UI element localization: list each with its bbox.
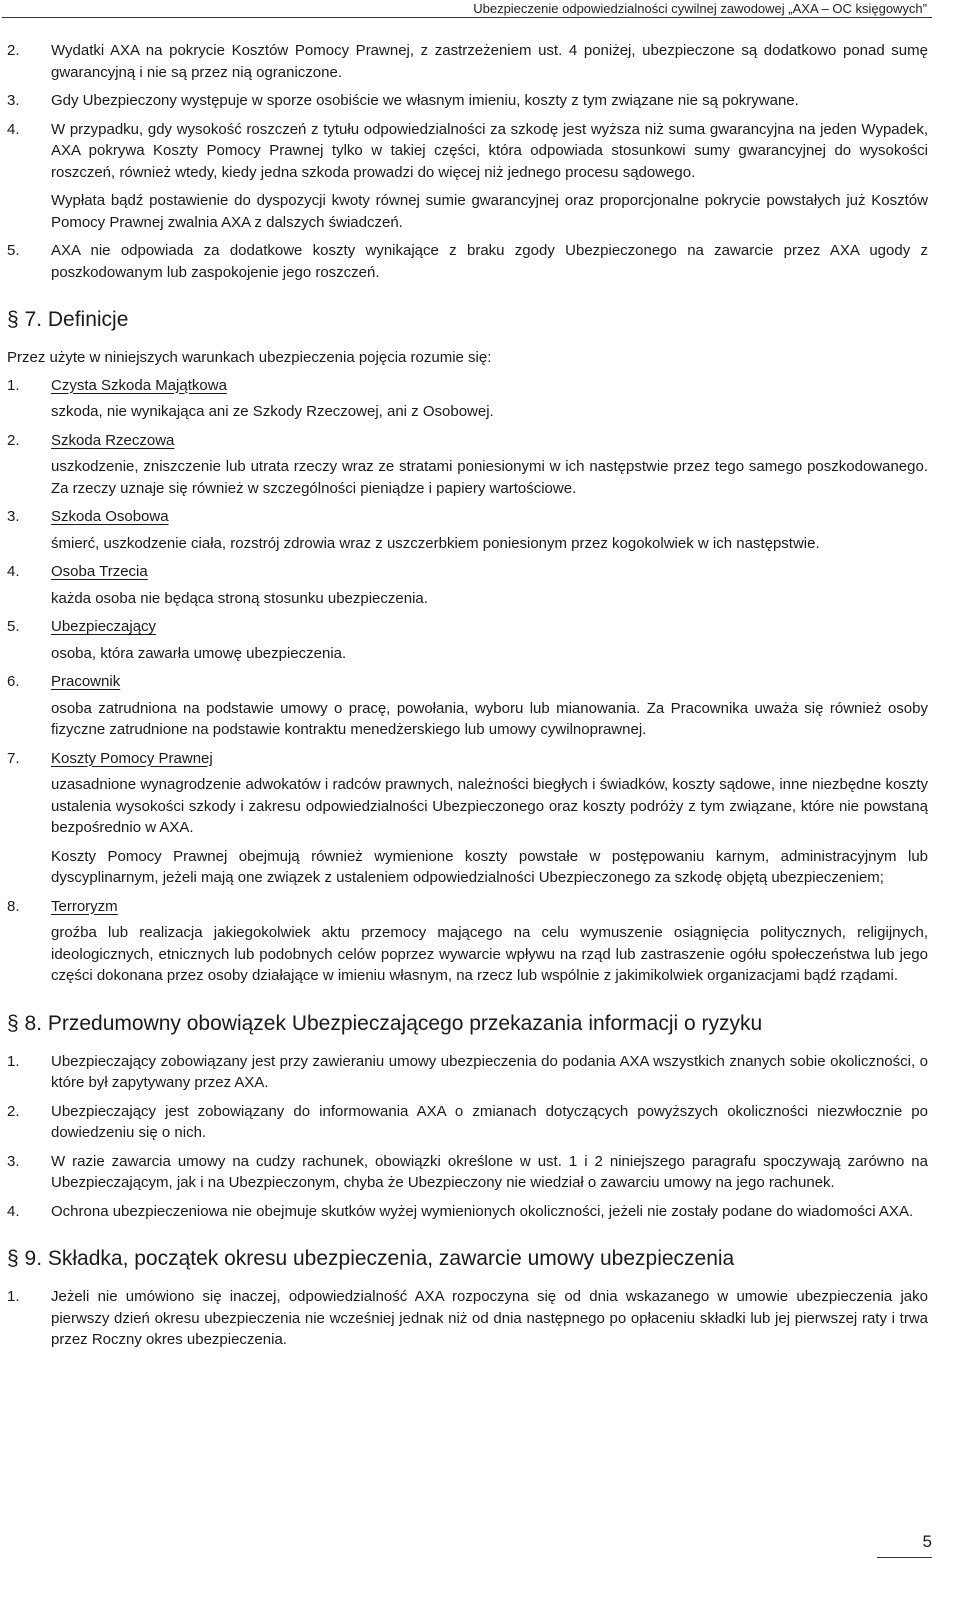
document-title: Ubezpieczenie odpowiedzialności cywilnej zawodowej „AXA – OC księgowych” — [473, 1, 927, 16]
item-paragraph: Jeżeli nie umówiono się inaczej, odpowiedzialność AXA rozpoczyna się od dnia wskazanego w umowie ubezpieczenia jako pierwszy dzień okresu ubezpieczenia nie wcześniej jednak niż od dnia następnego po opłaceniu składki lub jej pierwszej raty i trwa przez Roczny okres ubezpieczenia. — [51, 1288, 928, 1348]
item-body — [51, 90, 928, 112]
item-body — [51, 1051, 928, 1094]
definition-text — [51, 456, 928, 499]
definition-paragraph: szkoda, nie wynikająca ani ze Szkody Rzeczowej, ani z Osobowej. — [51, 403, 494, 420]
definition-text — [51, 533, 928, 555]
definition-term: Szkoda Osobowa — [51, 508, 169, 525]
definition-term: Terroryzm — [51, 897, 118, 915]
definition-number: 7. — [7, 749, 20, 767]
item-body — [51, 40, 928, 83]
item-paragraph: Ochrona ubezpieczeniowa nie obejmuje skutków wyżej wymienionych okoliczności, jeżeli nie zostały podane do wiadomości AXA. — [51, 1202, 914, 1220]
item-number: 1. — [7, 1052, 20, 1070]
list-item — [7, 240, 928, 283]
item-paragraph: Wydatki AXA na pokrycie Kosztów Pomocy Prawnej, z zastrzeżeniem ust. 4 poniżej, ubezpieczone są dodatkowo ponad sumę gwarancyjną i nie są przez nią ograniczone. — [51, 42, 928, 81]
definition-term: Szkoda Rzeczowa — [51, 431, 175, 449]
section-6-continuation — [7, 40, 928, 283]
definition-text — [51, 698, 928, 741]
definition-term-row — [7, 561, 928, 583]
item-number: 1. — [7, 1288, 20, 1305]
definition-term-row — [7, 896, 928, 918]
item-body — [51, 119, 928, 234]
list-item — [7, 1286, 928, 1351]
item-body — [51, 1201, 928, 1223]
definition-term: Osoba Trzecia — [51, 563, 148, 580]
list-item — [7, 90, 928, 112]
document-body — [7, 40, 928, 1358]
item-body — [51, 240, 928, 283]
item-number: 5. — [7, 242, 20, 259]
definition-term-row — [7, 375, 928, 397]
footer-divider — [877, 1557, 932, 1558]
item-paragraph: Gdy Ubezpieczony występuje w sporze osobiście we własnym imieniu, koszty z tym związane nie są pokrywane. — [51, 92, 799, 109]
section-9-title: § 9. Składka, początek okresu ubezpieczenia, zawarcie umowy ubezpieczenia — [7, 1247, 735, 1270]
definitions-list — [7, 375, 928, 987]
definition-paragraph: groźba lub realizacja jakiegokolwiek aktu przemocy mającego na celu wymuszenie osiągnięcia politycznych, religijnych, ideologicznych, etnicznych lub podobnych celów poprzez wywarcie wpływu na rząd lub zastraszenie ogółu społeczeństwa lub jego części dokonana przez osoby działające w imieniu własnym, na rzecz lub wspólnie z jakimikolwiek organizacjami bądź rządami. — [51, 924, 928, 984]
definition-text — [51, 922, 928, 987]
definition-paragraph: każda osoba nie będąca stroną stosunku ubezpieczenia. — [51, 589, 428, 607]
definition-term: Czysta Szkoda Majątkowa — [51, 376, 227, 394]
definition-paragraph: osoba, która zawarła umowę ubezpieczenia. — [51, 644, 347, 662]
definition-paragraph: uszkodzenie, zniszczenie lub utrata rzeczy wraz ze stratami poniesionymi w ich następstwie przez tego samego poszkodowanego. Za rzeczy uznaje się również w szczególności pieniądze i papiery wartościowe. — [51, 458, 928, 497]
definition-paragraph: uzasadnione wynagrodzenie adwokatów i radców prawnych, należności biegłych i świadków, koszty sądowe, inne niezbędne koszty ustalenia wysokości szkody i zakresu odpowiedzialności Ubezpieczonego oraz koszty podróży z tym związane, które nie powstaną bezpośrednio w AXA. — [51, 776, 928, 836]
list-item — [7, 1201, 928, 1223]
definition-number: 5. — [7, 618, 20, 635]
section-7-intro: Przez użyte w niniejszych warunkach ubezpieczenia pojęcia rozumie się: — [7, 349, 492, 366]
item-number: 4. — [7, 1202, 20, 1220]
definition-number: 4. — [7, 563, 20, 580]
list-item — [7, 119, 928, 234]
item-paragraph: Ubezpieczający jest zobowiązany do informowania AXA o zmianach dotyczących powyższych okoliczności niezwłocznie po dowiedzeniu się o nich. — [51, 1102, 928, 1141]
definition-term-row — [7, 506, 928, 528]
definition-number: 1. — [7, 376, 20, 394]
item-body — [51, 1151, 928, 1194]
section-7-title: § 7. Definicje — [7, 308, 129, 331]
item-paragraph: W przypadku, gdy wysokość roszczeń z tytułu odpowiedzialności za szkodę jest wyższa niż suma gwarancyjna na jeden Wypadek, AXA pokrywa Koszty Pomocy Prawnej tylko w takiej części, która odpowiada stosunkowi sumy gwarancyjnej do wysokości roszczeń, również wtedy, kiedy jedna szkoda prowadzi do więcej niż jednego procesu sądowego. — [51, 120, 928, 181]
item-paragraph: Wypłata bądź postawienie do dyspozycji kwoty równej sumie gwarancyjnej oraz proporcjonalne pokrycie powstałych już Kosztów Pomocy Prawnej zwalnia AXA z dalszych świadczeń. — [51, 192, 928, 231]
header-divider — [2, 17, 932, 18]
item-number: 3. — [7, 1152, 20, 1170]
definition-term: Ubezpieczający — [51, 618, 157, 635]
page-number: 5 — [922, 1532, 932, 1551]
item-paragraph: W razie zawarcia umowy na cudzy rachunek, obowiązki określone w ust. 1 i 2 niniejszego paragrafu spoczywają zarówno na Ubezpieczającym, jak i na Ubezpieczonym, chyba że Ubezpieczony nie wiedział o zawarciu umowy na jego rachunek. — [51, 1152, 928, 1191]
section-8-title: § 8. Przedumowny obowiązek Ubezpieczającego przekazania informacji o ryzyku — [7, 1011, 763, 1035]
item-number: 2. — [7, 42, 20, 59]
page-header — [0, 0, 960, 20]
definition-text — [51, 774, 928, 889]
item-paragraph: AXA nie odpowiada za dodatkowe koszty wynikające z braku zgody Ubezpieczonego na zawarcie przez AXA ugody z poszkodowanym lub zaspokojenie jego roszczeń. — [51, 242, 928, 281]
definition-paragraph: śmierć, uszkodzenie ciała, rozstrój zdrowia wraz z uszczerbkiem poniesionym przez kogokolwiek w ich następstwie. — [51, 534, 820, 552]
definition-number: 2. — [7, 431, 20, 449]
definition-text — [51, 401, 928, 423]
item-body — [51, 1101, 928, 1144]
item-paragraph: Ubezpieczający zobowiązany jest przy zawieraniu umowy ubezpieczenia do podania AXA wszystkich znanych sobie okoliczności, o które był zapytywany przez AXA. — [51, 1052, 928, 1091]
definition-term-row — [7, 671, 928, 693]
definition-paragraph: Koszty Pomocy Prawnej obejmują również wymienione koszty powstałe w postępowaniu karnym, administracyjnym lub dyscyplinarnym, jeżeli mają one związek z ustaleniem odpowiedzialności Ubezpieczonego za szkodę objętą ubezpieczeniem; — [51, 847, 928, 886]
definition-text — [51, 643, 928, 665]
list-item — [7, 1051, 928, 1094]
definition-term: Pracownik — [51, 673, 121, 690]
list-item — [7, 1101, 928, 1144]
definition-term: Koszty Pomocy Prawnej — [51, 749, 213, 767]
definition-term-row — [7, 748, 928, 770]
definition-text — [51, 588, 928, 610]
definition-number: 8. — [7, 897, 20, 915]
definition-term-row — [7, 616, 928, 638]
item-number: 3. — [7, 92, 20, 109]
definition-number: 3. — [7, 508, 20, 525]
item-number: 2. — [7, 1102, 20, 1120]
definition-paragraph: osoba zatrudniona na podstawie umowy o pracę, powołania, wyboru lub mianowania. Za Pracownika uważa się również osoby fizyczne zatrudnione na podstawie kontraktu menedżerskiego lub umowy cywilnoprawnej. — [51, 699, 928, 738]
item-body — [51, 1286, 928, 1351]
list-item — [7, 1151, 928, 1194]
section-8-list — [7, 1051, 928, 1223]
item-number: 4. — [7, 120, 20, 138]
definition-term-row — [7, 430, 928, 452]
definition-number: 6. — [7, 673, 20, 690]
list-item — [7, 40, 928, 83]
section-9-list — [7, 1286, 928, 1351]
